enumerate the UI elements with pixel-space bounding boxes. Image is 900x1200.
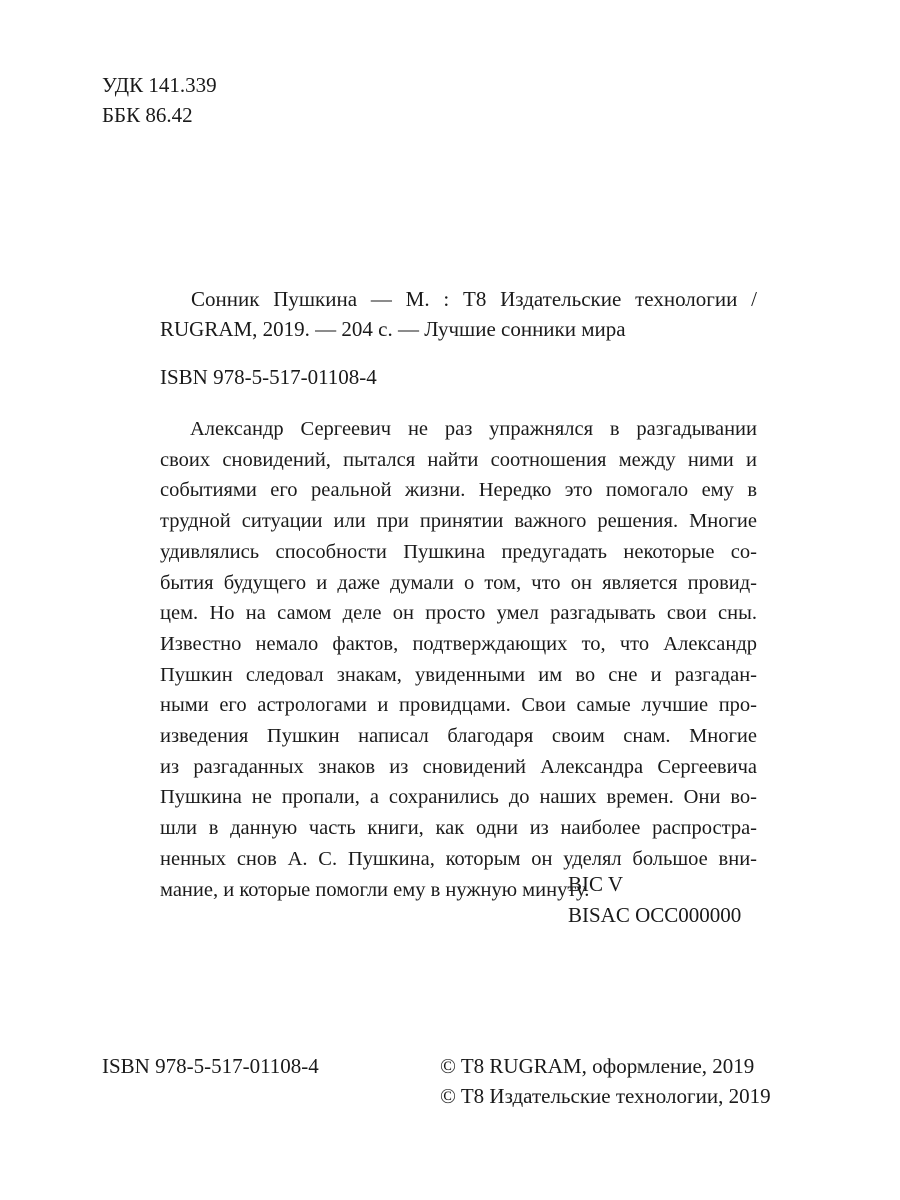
udk-code: УДК 141.339 bbox=[102, 73, 217, 97]
copyright-line-design: © T8 RUGRAM, оформление, 2019 bbox=[440, 1054, 755, 1078]
annotation-line: бытия будущего и даже думали о том, что он является провид- bbox=[160, 571, 757, 594]
bbk-code: ББК 86.42 bbox=[102, 103, 193, 127]
annotation-line: цем. Но на самом деле он просто умел разгадывать свои сны. bbox=[160, 602, 757, 625]
copyright-line-publisher: © T8 Издательские технологии, 2019 bbox=[440, 1084, 771, 1108]
bibliographic-record: Сонник Пушкина — М. : T8 Издательские технологии / RUGRAM, 2019. — 204 с. — Лучшие сонники мира bbox=[160, 287, 757, 341]
bic-code: BIC V bbox=[568, 872, 624, 896]
annotation-line: событиями его реальной жизни. Нередко это помогало ему в bbox=[160, 479, 757, 502]
classification-codes bbox=[102, 70, 217, 130]
isbn-bottom: ISBN 978-5-517-01108-4 bbox=[102, 1054, 319, 1078]
annotation-line: Известно немало фактов, подтверждающих то, что Александр bbox=[160, 632, 757, 655]
annotation-line: Пушкин следовал знакам, увиденными им во сне и разгадан- bbox=[160, 663, 757, 686]
annotation-line: шли в данную часть книги, как одни из наиболее распростра- bbox=[160, 817, 757, 840]
annotation-line: Александр Сергеевич не раз упражнялся в разгадывании bbox=[190, 418, 757, 440]
annotation-line: ненных снов А. С. Пушкина, которым он уделял большое вни- bbox=[160, 847, 757, 870]
copyright-notice bbox=[440, 1051, 771, 1111]
annotation-line: Пушкина не пропали, а сохранились до наших времен. Они во- bbox=[160, 786, 757, 809]
annotation-line: ными его астрологами и провидцами. Свои самые лучшие про- bbox=[160, 694, 757, 717]
annotation-line: своих сновидений, пытался найти соотношения между ними и bbox=[160, 448, 757, 471]
annotation-line: изведения Пушкин написал благодаря своим снам. Многие bbox=[160, 725, 757, 748]
subject-codes bbox=[568, 869, 741, 931]
annotation-line: из разгаданных знаков из сновидений Александра Сергеевича bbox=[160, 755, 757, 778]
annotation bbox=[160, 414, 757, 905]
annotation-line: мание, и которые помогли ему в нужную минуту. bbox=[160, 878, 590, 901]
isbn-top: ISBN 978-5-517-01108-4 bbox=[160, 365, 377, 389]
annotation-line: трудной ситуации или при принятии важного решения. Многие bbox=[160, 510, 757, 533]
bisac-code: BISAC OCC000000 bbox=[568, 903, 742, 927]
annotation-line: удивлялись способности Пушкина предугадать некоторые со- bbox=[160, 540, 757, 563]
